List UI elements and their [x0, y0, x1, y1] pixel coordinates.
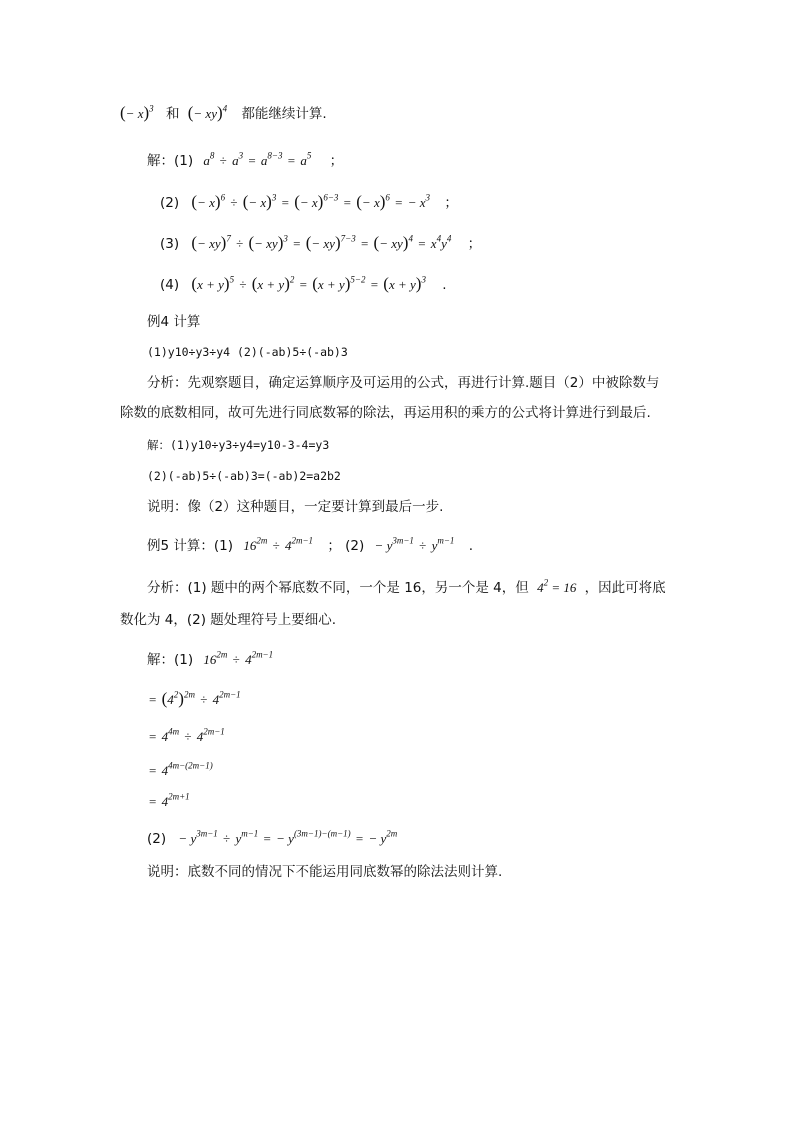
example-4-solution-2: (2)(-ab)5÷(-ab)3=(-ab)2=a2b2 — [147, 469, 341, 483]
example-5-step-2: = $4^{4m} \div 4^{2m-1}$ — [149, 726, 225, 744]
solution-part-3: (3) (− xy)$^7$ ÷ (− xy)$^3$ = (− xy)$^{7-3}$ = (− $xy)^4 = x^4y^4$ ； — [160, 233, 482, 252]
solution-part-2: (2) (− x)$^6$ ÷ (− x)$^3$ = (− x)$^{6-3}$ = (− x)$^6$ = − $x^3$ ； — [160, 192, 458, 211]
example-5-step-3: = $4^{4m-(2m-1)}$ — [149, 760, 213, 778]
example-4-solution-1: 解：(1)y10÷y3÷y4=y10-3-4=y3 — [147, 438, 330, 452]
example-5-solution-2: $(2) - y^{3m-1} \div y^{m-1}$ = − $y^{(3m-1)-(m-1)}$ = − $y^{2m}$ — [147, 828, 398, 847]
example-5-step-4: = $4^{2m+1}$ — [149, 791, 190, 809]
example-4-analysis-line-1: 分析：先观察题目，确定运算顺序及可运用的公式，再进行计算.题目（2）中被除数与 — [147, 375, 660, 391]
intro-tail: 都能继续计算. — [241, 106, 327, 122]
intro-line: (− x)$^3$ 和 (− xy)$^4$ 都能继续计算. — [120, 103, 327, 122]
example-5-analysis-line-1: 分析：(1) 题中的两个幂底数不同，一个是 16，另一个是 4，但 $4^2 = 16$ ，因此可将底 — [147, 577, 666, 596]
solution-part-4: (4) $(x + y)^5 \div (x + y)^2 = (x + y)^{5-2} = (x + y)^3$ . — [160, 274, 447, 293]
solution-part-1: 解：(1) $a^8 \div a^3 = a^{8-3} = a^5$ ； — [147, 150, 344, 169]
example-4-title: 例4 计算 — [147, 314, 201, 330]
example-5-step-1: = $(4^2)^{2m} \div 4^{2m-1}$ — [149, 689, 241, 708]
example-4-note: 说明：像（2）这种题目，一定要计算到最后一步. — [147, 499, 444, 515]
example-5-solution-1: 解：(1) $16^{2m} \div 4^{2m-1}$ — [147, 649, 274, 668]
example-4-analysis-line-2: 除数的底数相同，故可先进行同底数幂的除法，再运用积的乘方的公式将计算进行到最后. — [120, 405, 651, 421]
example-5-analysis-line-2: 数化为 4，(2) 题处理符号上要细心. — [120, 612, 337, 628]
example-5-title: 例5 计算：(1) $16^{2m} \div 4^{2m-1}$ ； $(2) - y^{3m-1} \div y^{m-1}$ . — [147, 535, 474, 554]
example-4-problem: (1)y10÷y3÷y4 (2)(-ab)5÷(-ab)3 — [147, 345, 348, 359]
example-5-note: 说明：底数不同的情况下不能运用同底数幂的除法法则计算. — [147, 864, 503, 880]
